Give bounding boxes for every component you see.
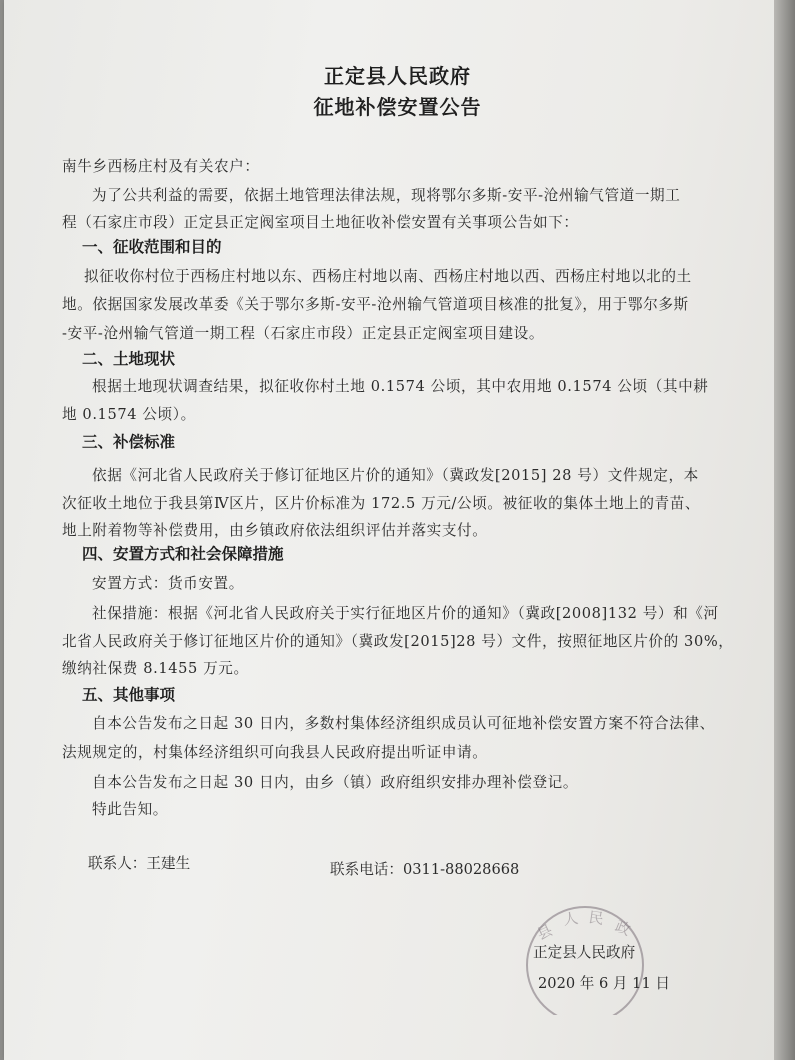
contact-phone: 联系电话：0311-88028668 [330, 861, 520, 878]
section-line: 根据土地现状调查结果，拟征收你村土地 0.1574 公顷，其中农用地 0.1574 公顷（其中耕 [92, 378, 709, 395]
section-line: 地上附着物等补偿费用，由乡镇政府依法组织评估并落实支付。 [62, 522, 488, 539]
section-line: 拟征收你村位于西杨庄村地以东、西杨庄村地以南、西杨庄村地以西、西杨庄村地以北的土 [84, 268, 692, 285]
paper-edge-shadow [774, 0, 795, 1060]
signatory: 正定县人民政府 [533, 944, 636, 961]
section-heading: 一、征收范围和目的 [82, 238, 222, 256]
section-line: 北省人民政府关于修订征地区片价的通知》（冀政发[2015]28 号）文件，按照征地区片价的 30%， [62, 633, 734, 650]
svg-text:人: 人 [562, 909, 580, 929]
section-line: 次征收土地位于我县第Ⅳ区片，区片价标准为 172.5 万元/公顷。被征收的集体土地上的青苗、 [62, 495, 701, 512]
document-title: 正定县人民政府 [324, 64, 471, 88]
section-heading: 三、补偿标准 [82, 433, 176, 451]
section-line: 社保措施：根据《河北省人民政府关于实行征地区片价的通知》（冀政[2008]132 号）和《河 [92, 605, 719, 622]
section-heading: 五、其他事项 [82, 686, 176, 704]
section-heading: 二、土地现状 [82, 350, 176, 368]
section-line: 自本公告发布之日起 30 日内，由乡（镇）政府组织安排办理补偿登记。 [92, 774, 579, 791]
section-heading: 四、安置方式和社会保障措施 [82, 545, 284, 563]
section-line: -安平-沧州输气管道一期工程（石家庄市段）正定县正定阀室项目建设。 [62, 325, 545, 342]
section-line: 依据《河北省人民政府关于修订征地区片价的通知》（冀政发[2015] 28 号）文件规定，本 [92, 467, 699, 484]
section-line: 缴纳社保费 8.1455 万元。 [62, 660, 249, 677]
svg-text:县: 县 [534, 920, 556, 944]
section-line: 地。依据国家发展改革委《关于鄂尔多斯-安平-沧州输气管道项目核准的批复》，用于鄂尔多斯 [62, 296, 689, 313]
section-line: 安置方式：货币安置。 [92, 575, 244, 592]
greeting: 南牛乡西杨庄村及有关农户： [62, 158, 260, 175]
svg-text:政: 政 [612, 917, 634, 940]
svg-text:民: 民 [587, 908, 605, 929]
document-subtitle: 征地补偿安置公告 [313, 95, 482, 119]
section-line: 法规规定的，村集体经济组织可向我县人民政府提出听证申请。 [62, 744, 488, 761]
issue-date: 2020 年 6 月 11 日 [538, 975, 670, 992]
section-line: 特此告知。 [92, 801, 168, 818]
intro-line: 为了公共利益的需要，依据土地管理法律法规，现将鄂尔多斯-安平-沧州输气管道一期工 [92, 187, 681, 204]
section-line: 自本公告发布之日起 30 日内，多数村集体经济组织成员认可征地补偿安置方案不符合法律、 [92, 715, 715, 732]
section-line: 地 0.1574 公顷）。 [62, 406, 196, 423]
intro-line: 程（石家庄市段）正定县正定阀室项目土地征收补偿安置有关事项公告如下： [62, 214, 579, 231]
contact-person: 联系人：王建生 [88, 855, 191, 872]
